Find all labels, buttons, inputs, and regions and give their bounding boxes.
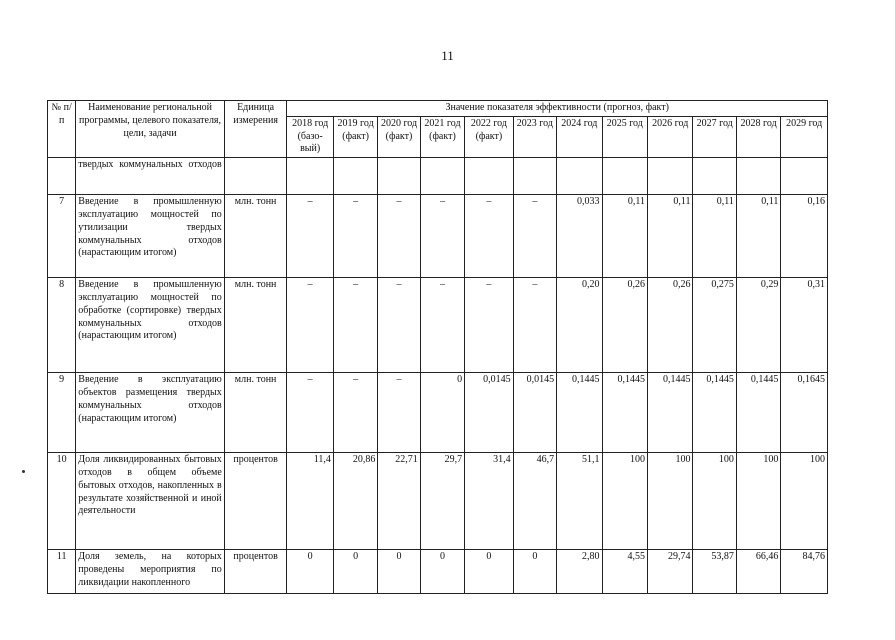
header-year: 2022 год (факт) — [465, 116, 513, 157]
row-value — [465, 158, 513, 195]
table-row — [48, 453, 828, 550]
row-value: 0,16 — [781, 195, 828, 278]
row-value: 0,20 — [557, 278, 602, 373]
row-value — [781, 158, 828, 195]
row-value: – — [420, 195, 464, 278]
header-num: № п/п — [48, 101, 76, 158]
row-name: Доля ликвидированных бытовых отходов в общем объеме бытовых отходов, накопленных в результате хозяйственной и иной деятельности — [76, 453, 225, 550]
row-unit: процентов — [224, 550, 287, 594]
header-year: 2024 год — [557, 116, 602, 157]
row-value: 0,26 — [602, 278, 647, 373]
row-name: Введение в эксплуатацию объектов размещения твердых коммунальных отходов (нарастающим итогом) — [76, 373, 225, 453]
row-value: 0,1645 — [781, 373, 828, 453]
row-value: 46,7 — [513, 453, 556, 550]
row-num: 9 — [48, 373, 76, 453]
row-value: – — [420, 278, 464, 373]
row-value: 20,86 — [333, 453, 377, 550]
row-value: 22,71 — [378, 453, 420, 550]
table-row — [48, 550, 828, 594]
table-row — [48, 373, 828, 453]
row-value: 29,74 — [648, 550, 693, 594]
efficiency-indicators-table — [47, 100, 828, 594]
table-row — [48, 158, 828, 195]
row-value: – — [333, 373, 377, 453]
row-value: 0,1445 — [602, 373, 647, 453]
row-value: – — [378, 373, 420, 453]
row-value: 84,76 — [781, 550, 828, 594]
row-value: – — [287, 373, 333, 453]
row-value: – — [333, 195, 377, 278]
row-value: 0,29 — [736, 278, 780, 373]
row-value: – — [287, 278, 333, 373]
row-value: 4,55 — [602, 550, 647, 594]
row-value: 0,0145 — [465, 373, 513, 453]
row-value: 100 — [602, 453, 647, 550]
row-value: 0 — [465, 550, 513, 594]
row-name-text: твердых коммунальных отходов — [78, 159, 222, 171]
row-value: 0,26 — [648, 278, 693, 373]
scan-speck — [22, 470, 25, 473]
row-value: 11,4 — [287, 453, 333, 550]
row-value: – — [465, 278, 513, 373]
row-num: 11 — [48, 550, 76, 594]
row-value: 0,275 — [693, 278, 736, 373]
header-year: 2018 год (базо-вый) — [287, 116, 333, 157]
row-value: – — [378, 278, 420, 373]
row-value: 31,4 — [465, 453, 513, 550]
row-value: 29,7 — [420, 453, 464, 550]
row-num: 8 — [48, 278, 76, 373]
row-value — [287, 158, 333, 195]
row-value: 0 — [513, 550, 556, 594]
row-unit: процентов — [224, 453, 287, 550]
row-value: 0,1445 — [557, 373, 602, 453]
row-value: 100 — [648, 453, 693, 550]
row-value — [736, 158, 780, 195]
header-year: 2019 год (факт) — [333, 116, 377, 157]
row-unit: млн. тонн — [224, 278, 287, 373]
row-value — [513, 158, 556, 195]
row-num — [48, 158, 76, 195]
row-value: 0,1445 — [693, 373, 736, 453]
header-year: 2020 год (факт) — [378, 116, 420, 157]
row-value: – — [333, 278, 377, 373]
row-name: Доля земель, на которых проведены мероприятия по ликвидации накопленного — [76, 550, 225, 594]
row-unit: млн. тонн — [224, 373, 287, 453]
row-value: 51,1 — [557, 453, 602, 550]
header-year: 2025 год — [602, 116, 647, 157]
row-value — [693, 158, 736, 195]
row-value: 0 — [287, 550, 333, 594]
row-value: 100 — [781, 453, 828, 550]
row-value — [378, 158, 420, 195]
row-value — [420, 158, 464, 195]
row-value: 0,1445 — [736, 373, 780, 453]
row-value: 0,11 — [648, 195, 693, 278]
row-value: 0,11 — [693, 195, 736, 278]
row-value: 0,31 — [781, 278, 828, 373]
row-value: – — [465, 195, 513, 278]
row-value: 0,11 — [602, 195, 647, 278]
row-value: 0 — [333, 550, 377, 594]
row-value: – — [513, 278, 556, 373]
header-year: 2028 год — [736, 116, 780, 157]
row-value: 0,0145 — [513, 373, 556, 453]
header-name: Наименование региональной программы, целевого показателя, цели, задачи — [76, 101, 225, 158]
row-value: 53,87 — [693, 550, 736, 594]
row-name: Введение в промышленную эксплуатацию мощностей по обработке (сортировке) твердых коммунальных отходов (нарастающим итогом) — [76, 278, 225, 373]
row-num: 10 — [48, 453, 76, 550]
table-row — [48, 195, 828, 278]
header-row-group — [48, 101, 828, 117]
header-year: 2029 год — [781, 116, 828, 157]
header-unit: Единица измерения — [224, 101, 287, 158]
header-year: 2027 год — [693, 116, 736, 157]
row-value: – — [513, 195, 556, 278]
row-value: 0 — [420, 373, 464, 453]
row-value: 0,1445 — [648, 373, 693, 453]
row-unit: млн. тонн — [224, 195, 287, 278]
row-value: 0 — [378, 550, 420, 594]
row-value: – — [378, 195, 420, 278]
row-name — [76, 158, 225, 195]
row-value: 0 — [420, 550, 464, 594]
row-value — [602, 158, 647, 195]
row-value — [333, 158, 377, 195]
row-value: 100 — [693, 453, 736, 550]
row-value: – — [287, 195, 333, 278]
header-year: 2026 год — [648, 116, 693, 157]
row-unit — [224, 158, 287, 195]
header-year: 2021 год (факт) — [420, 116, 464, 157]
header-year: 2023 год — [513, 116, 556, 157]
header-values-group: Значение показателя эффективности (прогноз, факт) — [287, 101, 828, 117]
table-row — [48, 278, 828, 373]
row-name: Введение в промышленную эксплуатацию мощностей по утилизации твердых коммунальных отходов (нарастающим итогом) — [76, 195, 225, 278]
row-num: 7 — [48, 195, 76, 278]
row-value: 0,033 — [557, 195, 602, 278]
row-value: 0,11 — [736, 195, 780, 278]
page-number: 11 — [441, 48, 454, 63]
row-value: 100 — [736, 453, 780, 550]
row-value: 2,80 — [557, 550, 602, 594]
row-value: 66,46 — [736, 550, 780, 594]
row-value — [557, 158, 602, 195]
row-value — [648, 158, 693, 195]
